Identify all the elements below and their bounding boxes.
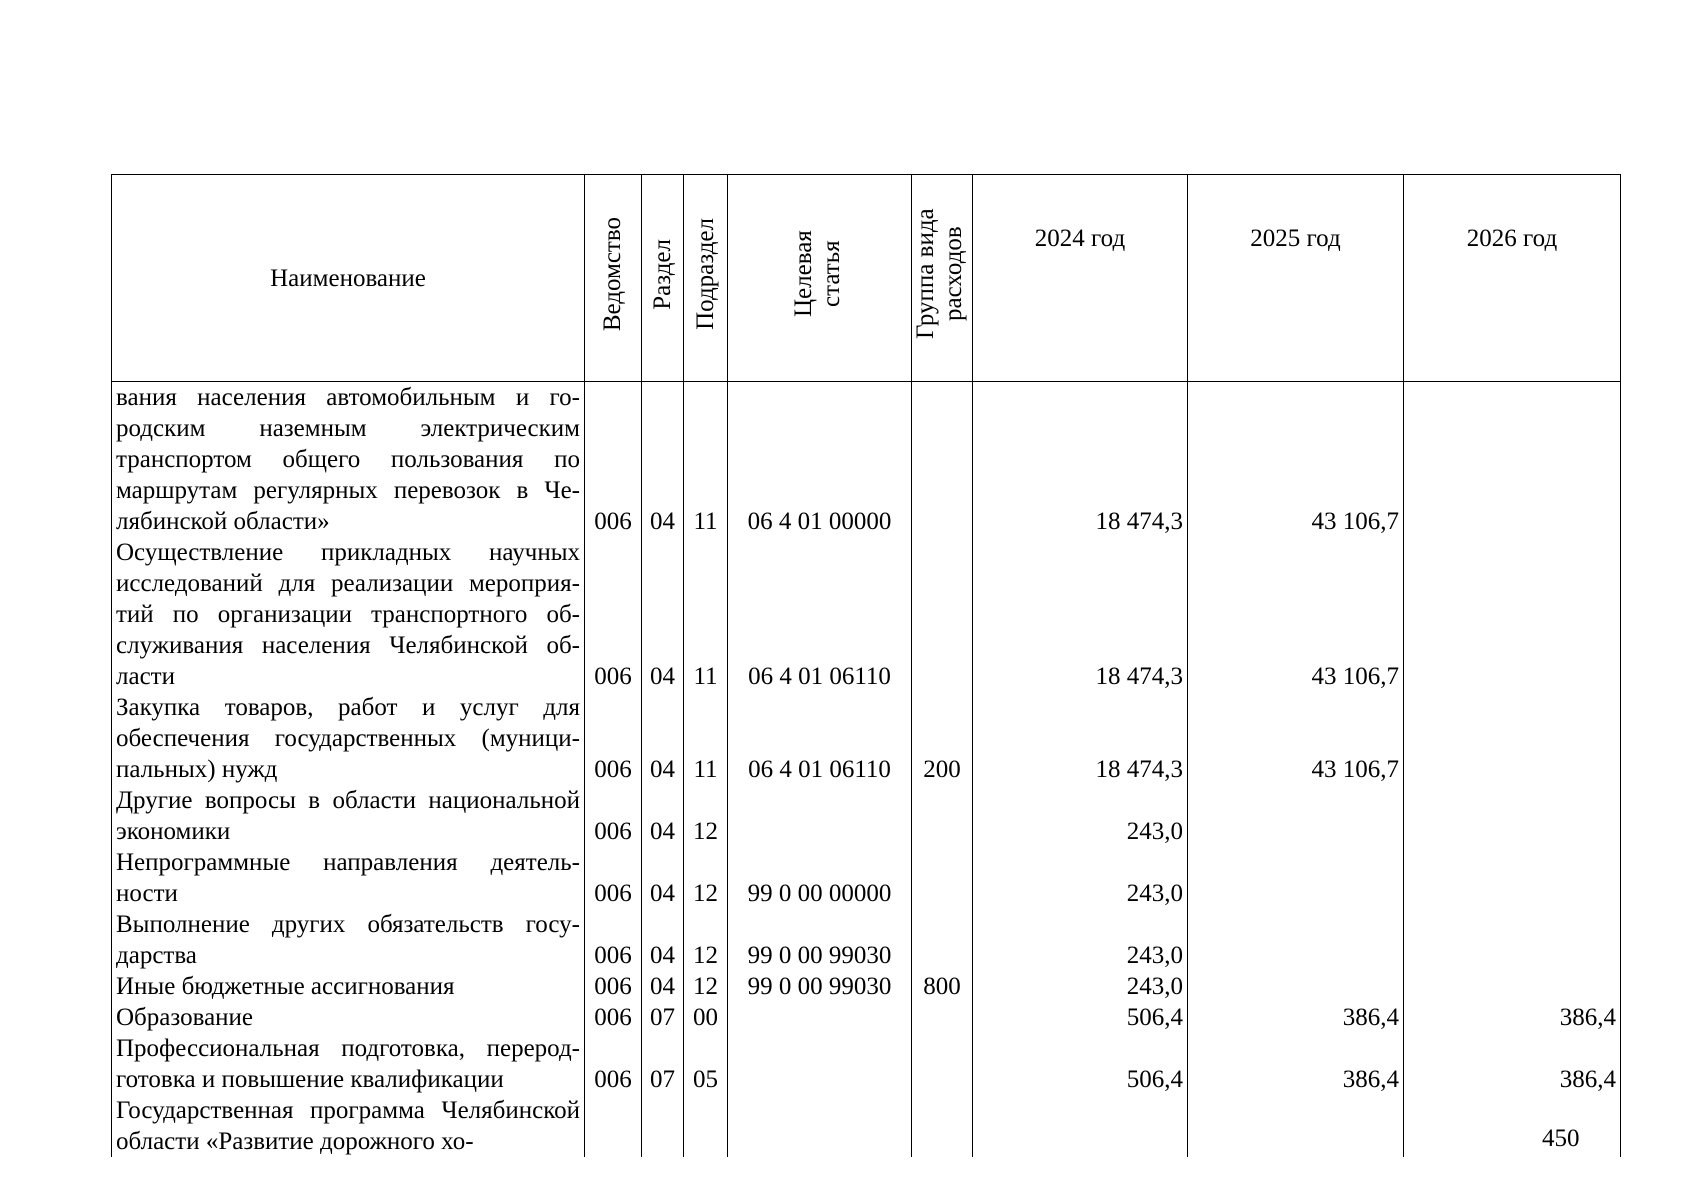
cell-2024: 506,4 [973, 1002, 1188, 1033]
header-razdel: Раздел [642, 175, 684, 382]
cell-podrazdel: 12 [684, 971, 728, 1002]
cell-celevaya-statya [728, 1095, 912, 1157]
cell-razdel: 04 [642, 382, 684, 538]
cell-gruppa-vida-rashodov [912, 382, 973, 538]
cell-podrazdel: 00 [684, 1002, 728, 1033]
cell-celevaya-statya [728, 1033, 912, 1095]
header-name: Наименование [112, 175, 585, 382]
cell-podrazdel: 11 [684, 537, 728, 692]
cell-2026 [1404, 1095, 1621, 1157]
cell-name: Государственная программа Челябинской области «Развитие дорожного хо- [112, 1095, 585, 1157]
cell-podrazdel: 11 [684, 382, 728, 538]
cell-razdel: 04 [642, 847, 684, 909]
table-row [112, 537, 1621, 692]
table-row [112, 1033, 1621, 1095]
cell-2025 [1188, 971, 1404, 1002]
cell-podrazdel: 05 [684, 1033, 728, 1095]
cell-2025 [1188, 909, 1404, 971]
cell-podrazdel: 12 [684, 847, 728, 909]
cell-gruppa-vida-rashodov [912, 1095, 973, 1157]
cell-celevaya-statya: 99 0 00 99030 [728, 909, 912, 971]
cell-2025: 386,4 [1188, 1033, 1404, 1095]
cell-razdel: 04 [642, 537, 684, 692]
cell-celevaya-statya [728, 1002, 912, 1033]
cell-vedomstvo: 006 [585, 785, 642, 847]
cell-celevaya-statya: 99 0 00 00000 [728, 847, 912, 909]
cell-2026 [1404, 785, 1621, 847]
cell-vedomstvo: 006 [585, 1033, 642, 1095]
cell-podrazdel [684, 1095, 728, 1157]
cell-2024: 243,0 [973, 847, 1188, 909]
cell-2024: 243,0 [973, 785, 1188, 847]
cell-celevaya-statya: 99 0 00 99030 [728, 971, 912, 1002]
cell-2026: 386,4 [1404, 1002, 1621, 1033]
cell-name: Выполнение других обязательств государства [112, 909, 585, 971]
cell-2024 [973, 1095, 1188, 1157]
table-row [112, 909, 1621, 971]
cell-razdel: 07 [642, 1002, 684, 1033]
cell-2026: 386,4 [1404, 1033, 1621, 1095]
cell-2026 [1404, 909, 1621, 971]
cell-name: Образование [112, 1002, 585, 1033]
cell-2024: 18 474,3 [973, 537, 1188, 692]
header-2025: 2025 год [1188, 175, 1404, 382]
cell-2026 [1404, 537, 1621, 692]
header-row [112, 175, 1621, 382]
cell-vedomstvo [585, 1095, 642, 1157]
header-2026: 2026 год [1404, 175, 1621, 382]
cell-vedomstvo: 006 [585, 909, 642, 971]
table-row [112, 847, 1621, 909]
cell-name: Непрограммные направления деятельности [112, 847, 585, 909]
cell-celevaya-statya: 06 4 01 06110 [728, 537, 912, 692]
table-row [112, 1002, 1621, 1033]
cell-2025: 43 106,7 [1188, 537, 1404, 692]
cell-gruppa-vida-rashodov [912, 847, 973, 909]
cell-razdel [642, 1095, 684, 1157]
table-row [112, 382, 1621, 538]
cell-2025 [1188, 1095, 1404, 1157]
cell-podrazdel: 12 [684, 785, 728, 847]
cell-2024: 18 474,3 [973, 692, 1188, 785]
cell-razdel: 04 [642, 909, 684, 971]
cell-vedomstvo: 006 [585, 382, 642, 538]
cell-2024: 18 474,3 [973, 382, 1188, 538]
header-2024: 2024 год [973, 175, 1188, 382]
table-body [112, 382, 1621, 1158]
cell-name: Другие вопросы в области национальной экономики [112, 785, 585, 847]
cell-razdel: 04 [642, 971, 684, 1002]
cell-razdel: 04 [642, 692, 684, 785]
page-number: 450 [1542, 1125, 1580, 1152]
table-row [112, 692, 1621, 785]
cell-vedomstvo: 006 [585, 537, 642, 692]
cell-gruppa-vida-rashodov [912, 537, 973, 692]
cell-celevaya-statya: 06 4 01 06110 [728, 692, 912, 785]
cell-razdel: 07 [642, 1033, 684, 1095]
cell-2024: 243,0 [973, 971, 1188, 1002]
cell-gruppa-vida-rashodov [912, 1002, 973, 1033]
cell-gruppa-vida-rashodov: 200 [912, 692, 973, 785]
cell-name: Осуществление прикладных научных исследований для реализации мероприятий по организации транспортного обслуживания населения Челябинской области [112, 537, 585, 692]
table-row [112, 1095, 1621, 1157]
cell-2025: 43 106,7 [1188, 692, 1404, 785]
cell-2025: 386,4 [1188, 1002, 1404, 1033]
cell-razdel: 04 [642, 785, 684, 847]
cell-podrazdel: 12 [684, 909, 728, 971]
table-row [112, 971, 1621, 1002]
cell-2024: 506,4 [973, 1033, 1188, 1095]
cell-name: Профессиональная подготовка, переpодготовка и повышение квалификации [112, 1033, 585, 1095]
cell-2025: 43 106,7 [1188, 382, 1404, 538]
cell-2026 [1404, 382, 1621, 538]
header-vedomstvo: Ведомство [585, 175, 642, 382]
header-gruppa-vida-rashodov: Группа вида расходов [912, 175, 973, 382]
table-row [112, 785, 1621, 847]
cell-gruppa-vida-rashodov [912, 785, 973, 847]
cell-vedomstvo: 006 [585, 847, 642, 909]
cell-podrazdel: 11 [684, 692, 728, 785]
cell-celevaya-statya [728, 785, 912, 847]
cell-vedomstvo: 006 [585, 692, 642, 785]
cell-vedomstvo: 006 [585, 971, 642, 1002]
cell-name: вания населения автомобильным и городским наземным электрическим транспортом общего пользования по маршрутам регулярных перевозок в Челябинской области» [112, 382, 585, 538]
cell-2025 [1188, 785, 1404, 847]
cell-2026 [1404, 971, 1621, 1002]
header-podrazdel: Подраздел [684, 175, 728, 382]
cell-2025 [1188, 847, 1404, 909]
cell-gruppa-vida-rashodov: 800 [912, 971, 973, 1002]
cell-2024: 243,0 [973, 909, 1188, 971]
header-celevaya-statya: Целевая статья [728, 175, 912, 382]
cell-celevaya-statya: 06 4 01 00000 [728, 382, 912, 538]
cell-gruppa-vida-rashodov [912, 909, 973, 971]
cell-name: Закупка товаров, работ и услуг для обеспечения государственных (муниципальных) нужд [112, 692, 585, 785]
cell-gruppa-vida-rashodov [912, 1033, 973, 1095]
cell-name: Иные бюджетные ассигнования [112, 971, 585, 1002]
budget-table [111, 174, 1621, 1157]
cell-vedomstvo: 006 [585, 1002, 642, 1033]
cell-2026 [1404, 847, 1621, 909]
cell-2026 [1404, 692, 1621, 785]
